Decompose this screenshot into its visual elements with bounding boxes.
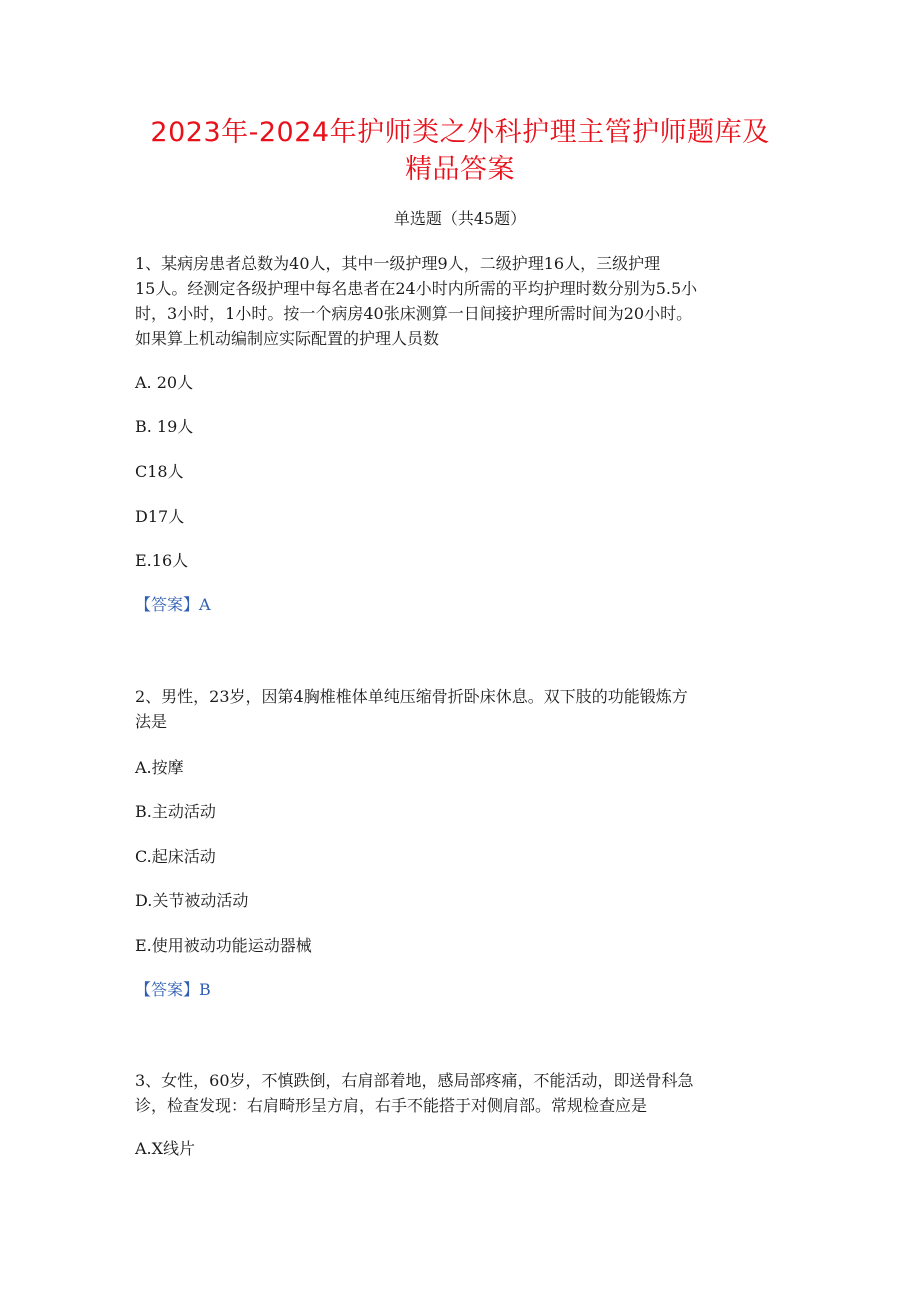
question-2-option-b: B.主动活动	[135, 802, 216, 821]
question-1-option-c: C18人	[135, 462, 184, 481]
document-title-line-2: 精品答案	[405, 154, 515, 185]
question-1-stem-line: 如果算上机动编制应实际配置的护理人员数	[135, 329, 440, 348]
question-3-option-a: A.X线片	[135, 1139, 196, 1158]
question-1-option-b: B. 19人	[135, 417, 194, 436]
question-2-stem-line: 法是	[135, 712, 168, 731]
document-title-line-1: 2023年-2024年护师类之外科护理主管护师题库及	[150, 117, 770, 148]
answer-value: A	[199, 595, 211, 614]
answer-label: 【答案】	[135, 595, 200, 614]
question-2-option-a: A.按摩	[135, 758, 184, 777]
question-1-stem-line: 15人。经测定各级护理中每名患者在24小时内所需的平均护理时数分别为5.5小	[135, 279, 698, 298]
answer-label: 【答案】	[135, 980, 200, 999]
answer-value: B	[199, 980, 211, 999]
section-title: 单选题（共45题）	[393, 209, 527, 228]
question-2-option-d: D.关节被动活动	[135, 891, 249, 910]
question-1-answer	[135, 593, 211, 617]
question-2-option-c: C.起床活动	[135, 847, 216, 866]
question-3-stem-line: 3、女性，60岁，不慎跌倒，右肩部着地，感局部疼痛，不能活动，即送骨科急	[135, 1071, 694, 1090]
question-1-stem-line: 时，3小时，1小时。按一个病房40张床测算一日间接护理所需时间为20小时。	[135, 304, 693, 323]
question-2-answer	[135, 978, 211, 1002]
question-2-option-e: E.使用被动功能运动器械	[135, 936, 312, 955]
question-1-option-a: A. 20人	[135, 373, 194, 392]
question-3-stem-line: 诊，检查发现：右肩畸形呈方肩，右手不能搭于对侧肩部。常规检查应是	[135, 1096, 648, 1115]
question-1-option-e: E.16人	[135, 551, 189, 570]
question-1-option-d: D17人	[135, 507, 185, 526]
question-1-stem-line: 1、某病房患者总数为40人，其中一级护理9人，二级护理16人，三级护理	[135, 254, 661, 273]
question-2-stem-line: 2、男性，23岁，因第4胸椎椎体单纯压缩骨折卧床休息。双下肢的功能锻炼方	[135, 687, 688, 706]
